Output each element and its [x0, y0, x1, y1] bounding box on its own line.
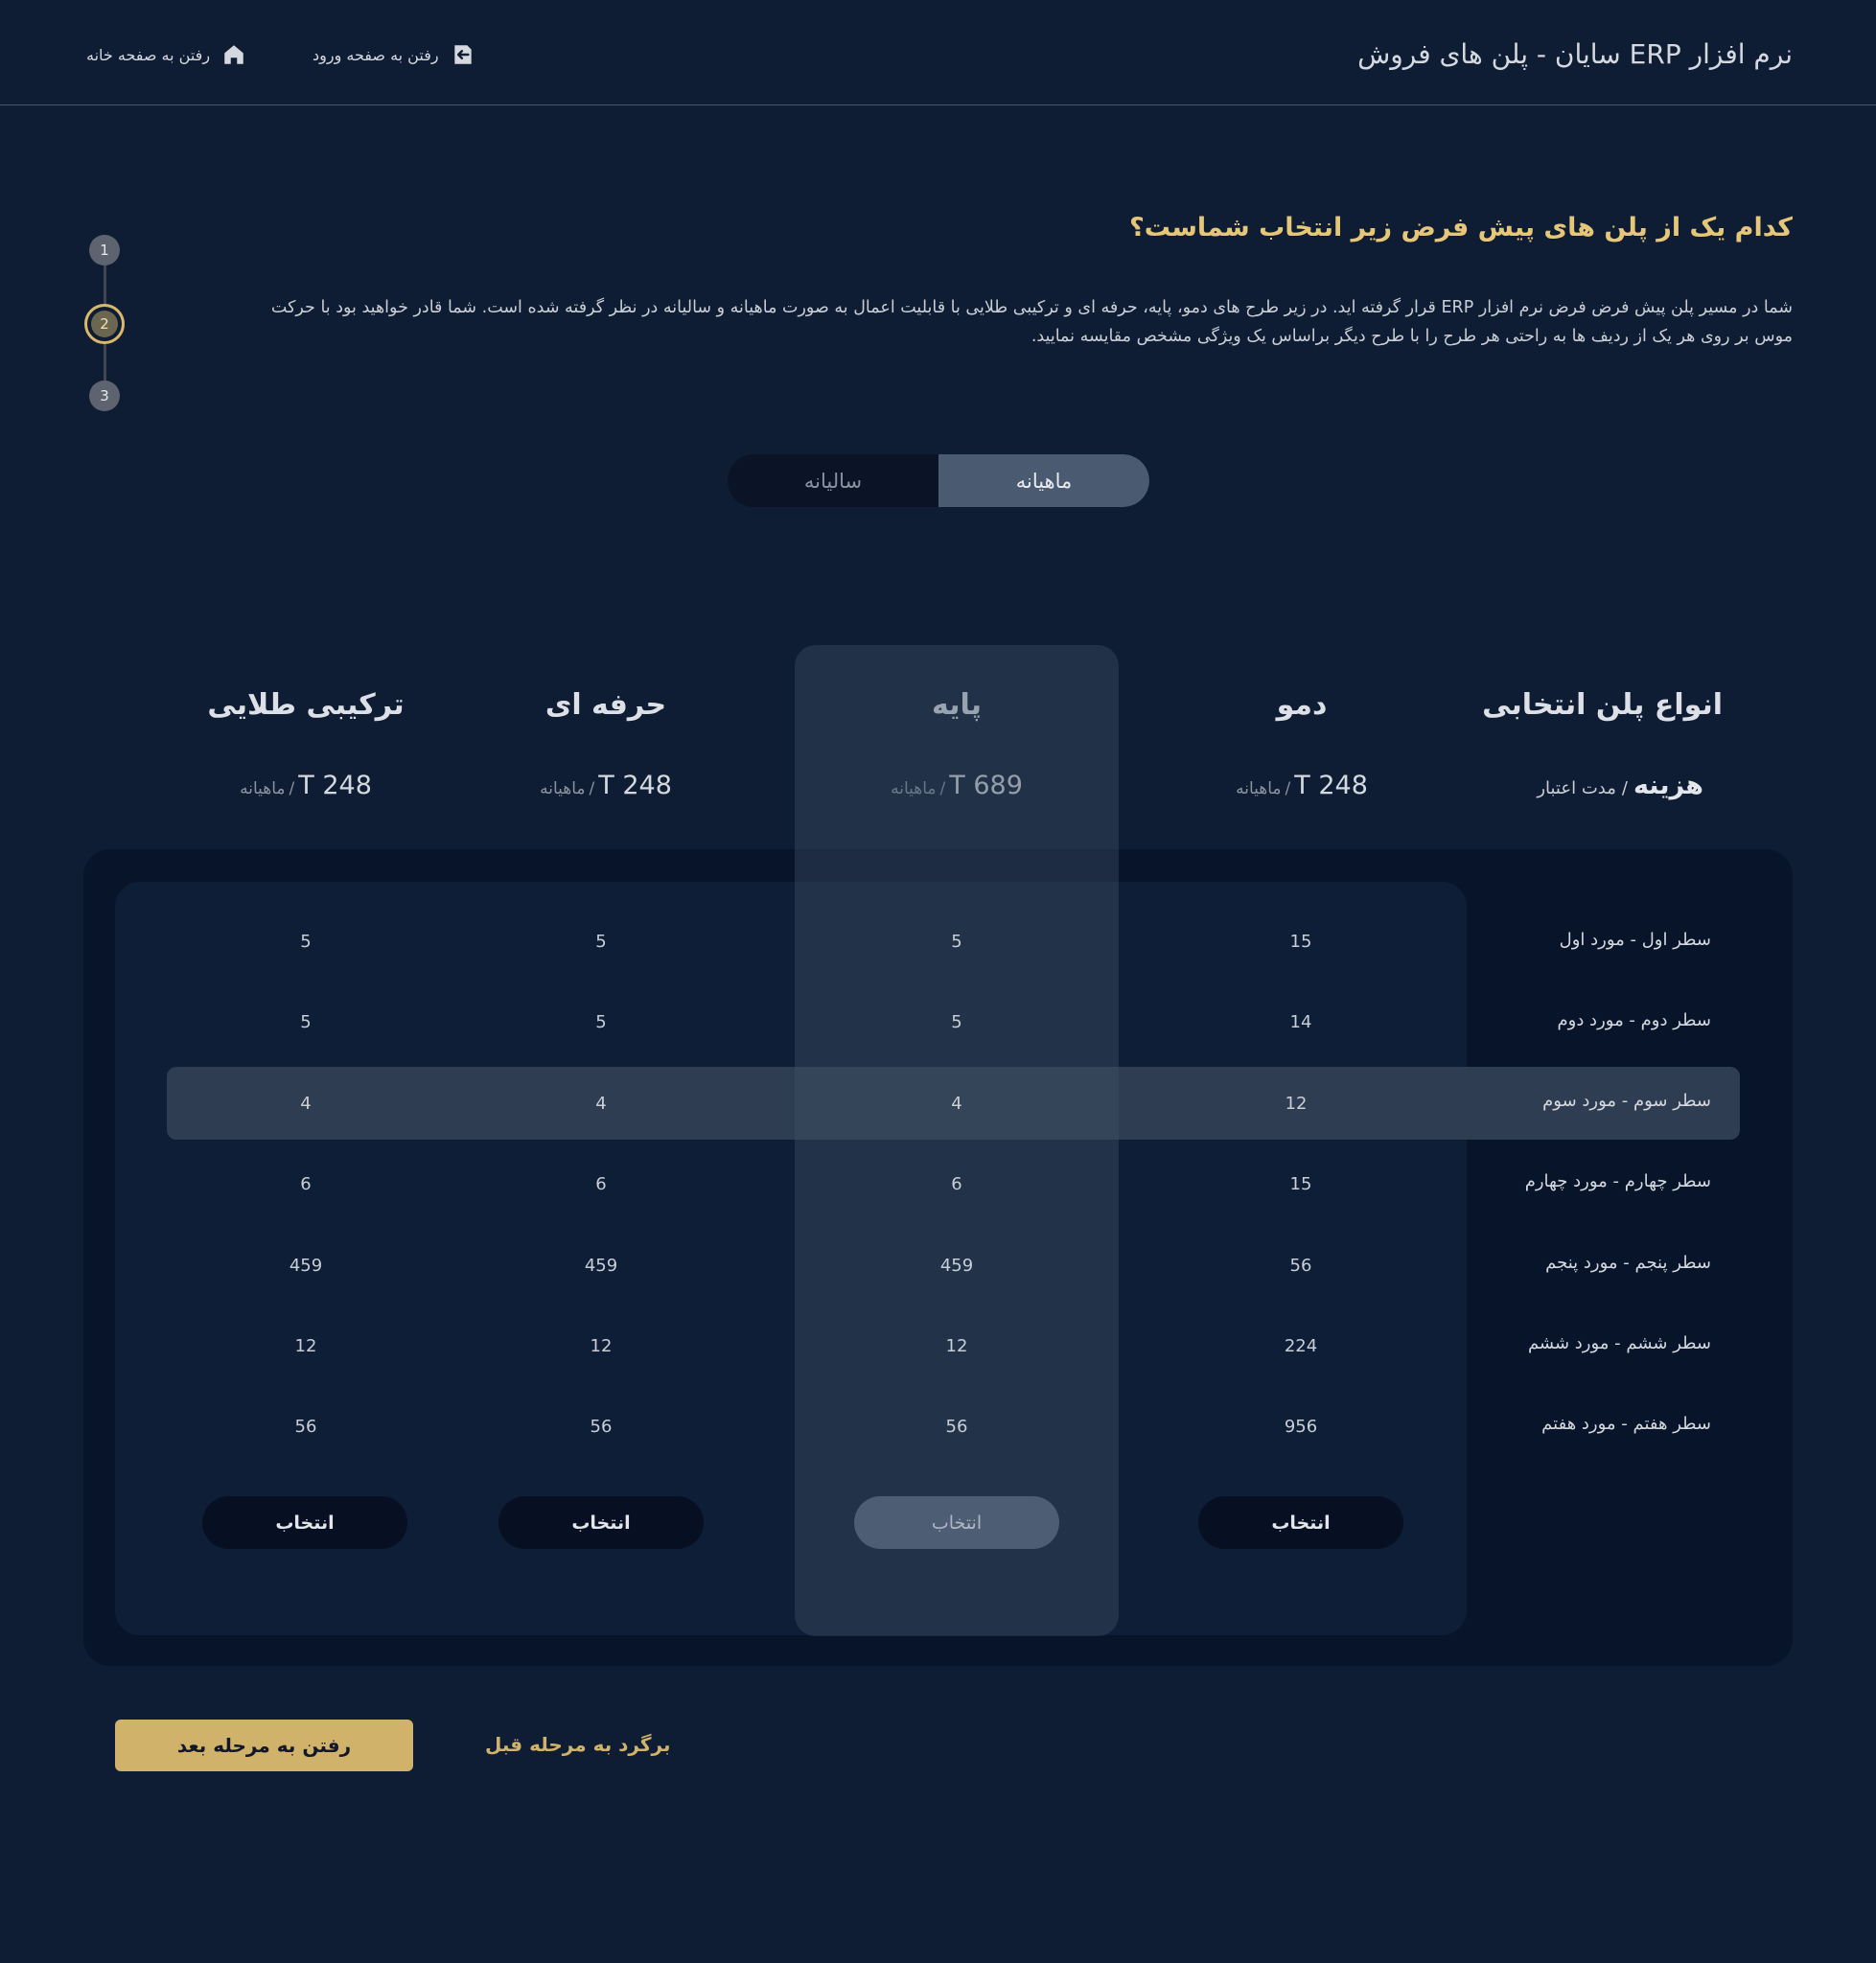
table-cell: 12 — [294, 1336, 317, 1356]
nav-home-label: رفتن به صفحه خانه — [86, 45, 211, 64]
select-basic-button[interactable]: انتخاب — [854, 1496, 1059, 1549]
cost-label-sub: مدت اعتبار — [1537, 778, 1616, 798]
table-cell: 459 — [584, 1256, 618, 1276]
plan-price-basic — [795, 771, 1119, 800]
table-cell: 6 — [595, 1174, 607, 1194]
table-cell: 12 — [945, 1336, 968, 1356]
table-cell: 459 — [289, 1256, 323, 1276]
nav-login-label: رفتن به صفحه ورود — [313, 45, 439, 64]
page-description: شما در مسیر پلن پیش فرض فرض نرم افزار ERP قرار گرفته اید. در زیر طرح های دمو، پایه، حرفه ای و ترکیبی طلایی با قابلیت اعمال به صورت ماهیانه و سالیانه در نظر گرفته شده است. شما قادر خواهید بود با حرکت موس بر روی هر یک از ردیف ها به راحتی هر طرح را با طرح دیگر براساس یک ویژگی مشخص مقایسه نمایید. — [270, 298, 1793, 346]
next-step-button[interactable]: رفتن به مرحله بعد — [115, 1720, 413, 1771]
row-label[interactable]: سطر اول - مورد اول — [1559, 930, 1711, 950]
table-cell: 4 — [951, 1094, 962, 1114]
step-1[interactable]: 1 — [89, 235, 120, 266]
nav-home-link[interactable] — [86, 42, 246, 67]
table-cell: 459 — [939, 1256, 974, 1276]
table-cell: 5 — [595, 932, 607, 952]
step-2-current[interactable] — [84, 304, 125, 344]
price-amount: 248 T — [598, 771, 672, 800]
price-sep: / — [289, 779, 295, 798]
select-demo-button[interactable]: انتخاب — [1198, 1496, 1403, 1549]
login-icon — [451, 42, 475, 67]
table-cell: 4 — [300, 1094, 312, 1114]
select-golden-button[interactable]: انتخاب — [202, 1496, 407, 1549]
price-sep: / — [939, 779, 946, 798]
table-cell: 956 — [1284, 1417, 1318, 1437]
app-title: نرم افزار ERP سایان - پلن های فروش — [1357, 38, 1793, 70]
price-sep: / — [589, 779, 595, 798]
table-cell: 6 — [951, 1174, 962, 1194]
table-cell: 56 — [1289, 1256, 1312, 1276]
price-period: ماهیانه — [891, 779, 937, 798]
table-cell: 56 — [945, 1417, 968, 1437]
price-period: ماهیانه — [240, 779, 286, 798]
previous-step-link[interactable]: برگرد به مرحله قبل — [485, 1733, 671, 1756]
page-question: کدام یک از پلن های پیش فرض زیر انتخاب شماست؟ — [1129, 213, 1793, 242]
table-cell: 56 — [294, 1417, 317, 1437]
table-cell: 4 — [595, 1094, 607, 1114]
row-label-highlighted[interactable]: سطر سوم - مورد سوم — [1542, 1091, 1711, 1111]
plan-price-golden — [144, 771, 468, 800]
table-cell: 56 — [590, 1417, 613, 1437]
top-header — [0, 0, 1876, 105]
row-label[interactable]: سطر هفتم - مورد هفتم — [1541, 1414, 1711, 1434]
plan-price-demo — [1140, 771, 1464, 800]
table-cell: 5 — [595, 1012, 607, 1032]
price-period: ماهیانه — [540, 779, 586, 798]
row-label[interactable]: سطر دوم - مورد دوم — [1557, 1010, 1711, 1030]
plan-name-demo: دمو — [1276, 688, 1328, 722]
price-sep: / — [1285, 779, 1291, 798]
plan-price-pro — [444, 771, 768, 800]
nav-login-link[interactable] — [313, 42, 475, 67]
table-cell: 15 — [1289, 932, 1312, 952]
table-cell: 15 — [1289, 1174, 1312, 1194]
table-cell: 5 — [300, 1012, 312, 1032]
table-cell: 6 — [300, 1174, 312, 1194]
price-amount: 689 T — [949, 771, 1023, 800]
plan-name-pro: حرفه ای — [544, 688, 667, 722]
price-period: ماهیانه — [1236, 779, 1282, 798]
table-cell: 5 — [951, 932, 962, 952]
table-cell: 12 — [1285, 1094, 1308, 1114]
billing-toggle — [728, 454, 1149, 507]
row-label[interactable]: سطر ششم - مورد ششم — [1527, 1333, 1711, 1353]
price-amount: 248 T — [298, 771, 372, 800]
cost-label-main: هزینه — [1633, 771, 1703, 800]
row-label[interactable]: سطر پنجم - مورد پنجم — [1545, 1253, 1711, 1273]
table-cell: 14 — [1289, 1012, 1312, 1032]
cost-label-sep: / — [1621, 778, 1628, 798]
table-cell: 12 — [590, 1336, 613, 1356]
step-3[interactable]: 3 — [89, 381, 120, 411]
toggle-monthly[interactable]: ماهیانه — [938, 454, 1149, 507]
toggle-yearly[interactable]: سالیانه — [803, 469, 863, 493]
select-pro-button[interactable]: انتخاب — [498, 1496, 704, 1549]
plan-name-basic: پایه — [932, 688, 982, 722]
row-label[interactable]: سطر چهارم - مورد چهارم — [1524, 1171, 1711, 1191]
table-cell: 5 — [300, 932, 312, 952]
cost-label — [1537, 771, 1703, 800]
table-cell: 5 — [951, 1012, 962, 1032]
table-cell: 224 — [1284, 1336, 1318, 1356]
plan-name-golden: ترکیبی طلایی — [207, 688, 405, 722]
price-amount: 248 T — [1294, 771, 1368, 800]
plan-types-title: انواع پلن انتخابی — [1482, 688, 1723, 722]
step-2-label: 2 — [91, 311, 118, 337]
home-icon — [221, 42, 246, 67]
